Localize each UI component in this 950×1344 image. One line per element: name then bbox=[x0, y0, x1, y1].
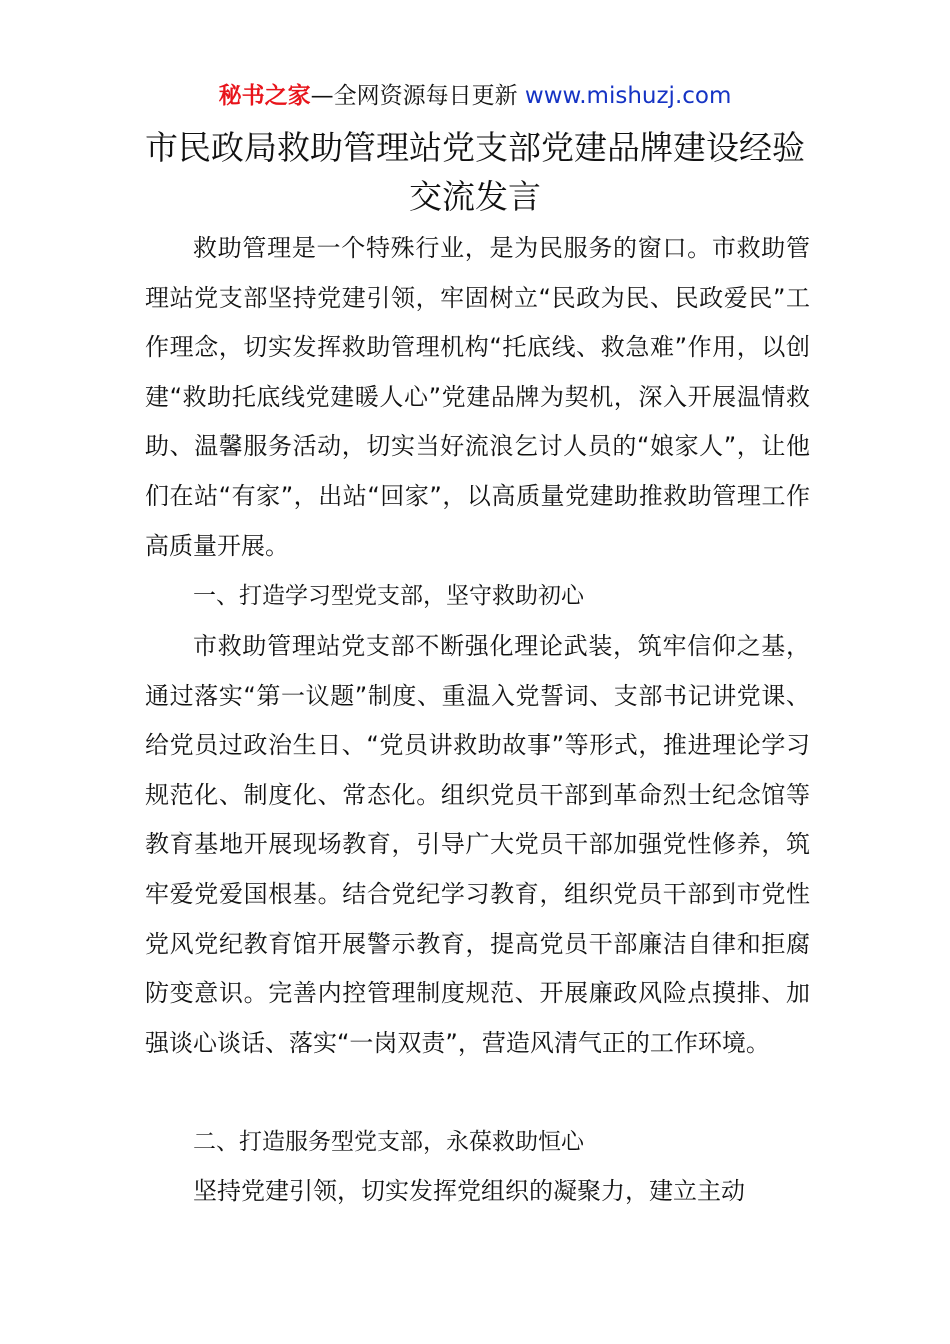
body-paragraph-section-1: 市救助管理站党支部不断强化理论武装，筑牢信仰之基，通过落实“第一议题”制度、重温入党誓词、支部书记讲党课、给党员过政治生日、“党员讲救助故事”等形式，推进理论学习规范化、制度化、常态化。组织党员干部到革命烈士纪念馆等教育基地开展现场教育，引导广大党员干部加强党性修养，筑牢爱党爱国根基。结合党纪学习教育，组织党员干部到市党性党风党纪教育馆开展警示教育，提高党员干部廉洁自律和拒腐防变意识。完善内控管理制度规范、开展廉政风险点摸排、加强谈心谈话、落实“一岗双责”，营造风清气正的工作环境。 bbox=[145, 632, 810, 1057]
section-heading-1: 一、打造学习型党支部，坚守救助初心 bbox=[193, 583, 584, 609]
document-title-line-2: 交流发言 bbox=[409, 177, 541, 216]
body-paragraph-section-2: 坚持党建引领，切实发挥党组织的凝聚力，建立主动 bbox=[193, 1177, 745, 1205]
section-heading-2: 二、打造服务型党支部，永葆救助恒心 bbox=[193, 1129, 584, 1155]
site-banner bbox=[0, 80, 950, 112]
banner-brand: 秘书之家 bbox=[218, 83, 311, 109]
banner-slogan: —全网资源每日更新 bbox=[310, 83, 525, 109]
banner-url[interactable]: www.mishuzj.com bbox=[524, 83, 732, 109]
document-title-line-1: 市民政局救助管理站党支部党建品牌建设经验 bbox=[145, 128, 805, 167]
body-paragraph-intro: 救助管理是一个特殊行业，是为民服务的窗口。市救助管理站党支部坚持党建引领，牢固树立“民政为民、民政爱民”工作理念，切实发挥救助管理机构“托底线、救急难”作用，以创建“救助托底线党建暖人心”党建品牌为契机，深入开展温情救助、温馨服务活动，切实当好流浪乞讨人员的“娘家人”，让他们在站“有家”，出站“回家”，以高质量党建助推救助管理工作高质量开展。 bbox=[145, 234, 810, 560]
